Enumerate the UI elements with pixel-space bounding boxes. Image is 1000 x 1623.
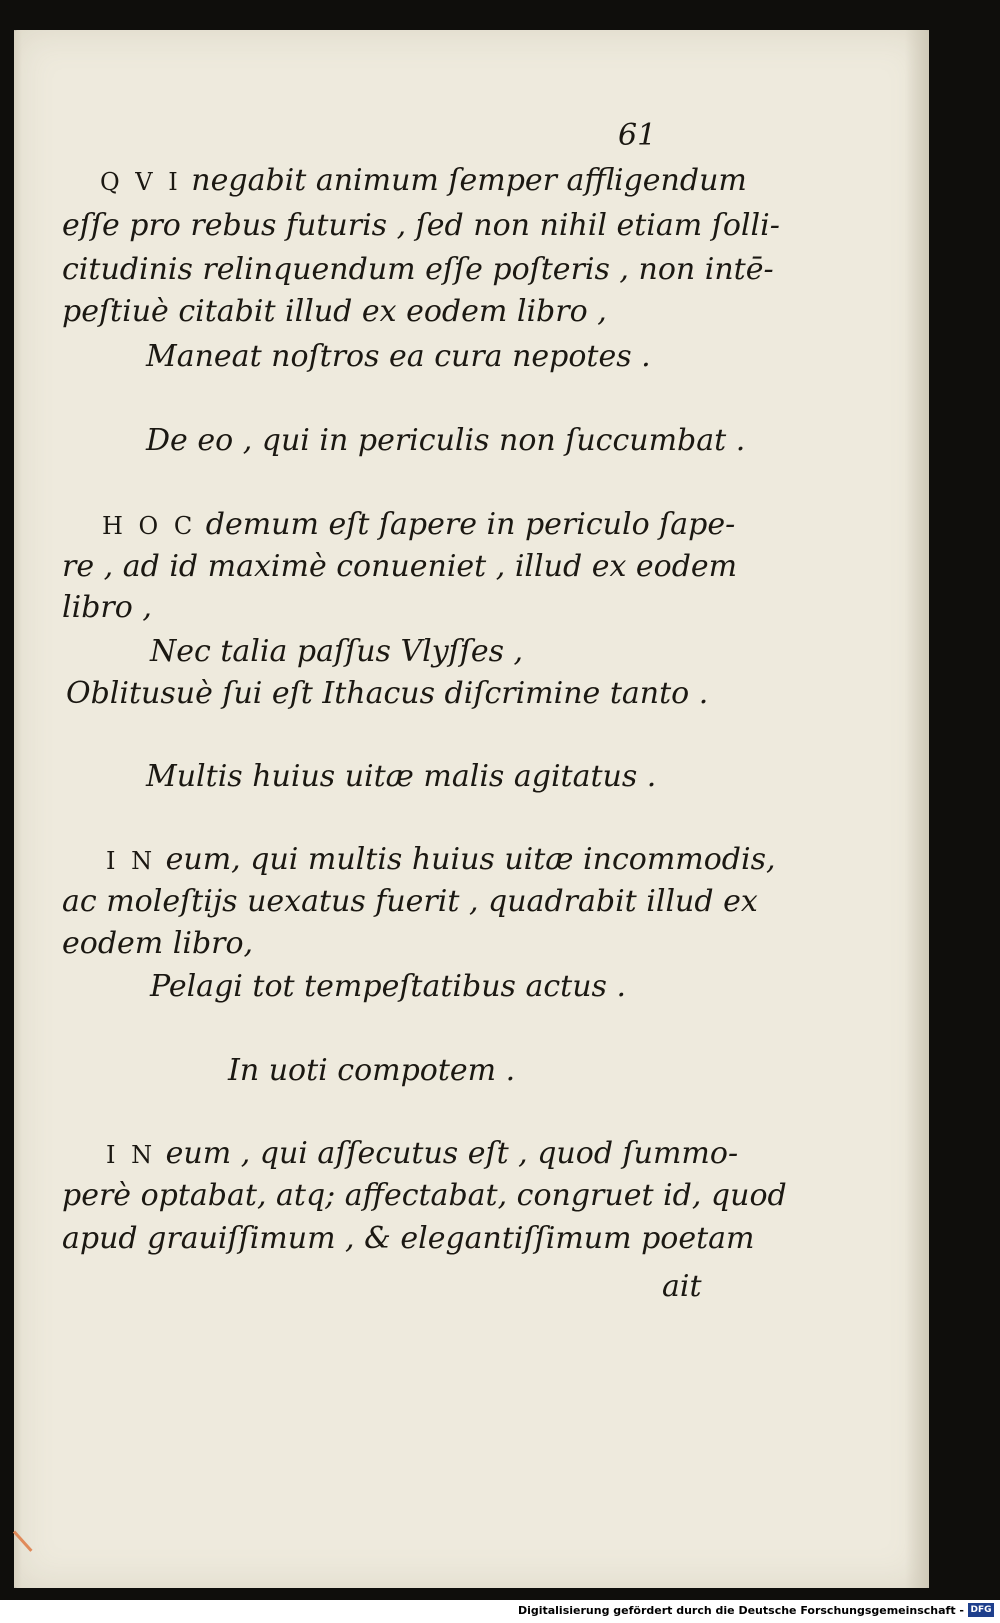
text-line — [62, 251, 774, 289]
line-text: negabit animum ſemper affligendum — [181, 163, 747, 198]
text-line — [66, 675, 708, 713]
line-text: perè optabat, atq; affectabat, congruet id, quod — [62, 1178, 787, 1213]
line-text: ait — [662, 1269, 702, 1304]
line-text: In uoti compotem . — [228, 1053, 516, 1088]
line-lead: Q V I — [100, 168, 182, 196]
line-text: Pelagi tot tempeſtatibus actus . — [150, 969, 627, 1004]
text-line — [150, 968, 626, 1006]
line-text: eum, qui multis huius uitæ incommodis, — [156, 842, 776, 877]
text-line — [62, 1220, 755, 1258]
text-line — [62, 293, 607, 331]
line-text: Multis huius uitæ malis agitatus . — [146, 759, 657, 794]
text-line — [62, 548, 737, 586]
line-text: re , ad id maximè conueniet , illud ex eodem — [62, 549, 738, 584]
section-heading — [146, 758, 656, 796]
text-line — [146, 338, 651, 376]
text-line — [62, 883, 758, 921]
line-text: demum eſt ſapere in periculo ſape- — [196, 507, 736, 542]
line-lead: H O C — [102, 512, 197, 540]
line-text: libro , — [62, 590, 152, 625]
line-text: ac moleſtijs uexatus fuerit , quadrabit illud ex — [62, 884, 758, 919]
line-text: eum , qui aſſecutus eſt , quod ſummo- — [156, 1136, 739, 1171]
line-text: eodem libro, — [62, 926, 254, 961]
dfg-logo: DFG — [968, 1603, 994, 1617]
text-line — [106, 841, 776, 879]
page-edge-right — [905, 30, 929, 1588]
line-text: Nec talia paſſus Vlyſſes , — [150, 634, 524, 669]
line-text: Oblitusuè ſui eſt Ithacus diſcrimine tanto . — [66, 676, 709, 711]
text-line — [62, 207, 780, 245]
text-line — [62, 589, 152, 627]
section-heading — [228, 1052, 515, 1090]
page-edge-left — [14, 30, 22, 1588]
line-text: Maneat noſtros ea cura nepotes . — [146, 339, 651, 374]
page-number: 61 — [618, 118, 657, 153]
line-text: citudinis relinquendum eſſe poſteris , non intē- — [62, 252, 774, 287]
text-line — [106, 1135, 738, 1173]
text-line — [102, 506, 735, 544]
line-lead: I N — [106, 1141, 157, 1169]
line-lead: I N — [106, 847, 157, 875]
section-heading — [146, 422, 745, 460]
line-text: eſſe pro rebus futuris , ſed non nihil etiam ſolli- — [62, 208, 780, 243]
text-line — [150, 633, 523, 671]
line-text: apud grauiſſimum , & elegantiſſimum poetam — [62, 1221, 755, 1256]
text-line — [100, 162, 747, 200]
catchword — [662, 1268, 702, 1306]
text-line — [62, 1177, 787, 1215]
funding-credit: Digitalisierung gefördert durch die Deutsche Forschungsgemeinschaft - — [517, 1604, 964, 1617]
text-line — [62, 925, 253, 963]
line-text: peſtiuè citabit illud ex eodem libro , — [62, 294, 607, 329]
line-text: De eo , qui in periculis non ſuccumbat . — [146, 423, 746, 458]
